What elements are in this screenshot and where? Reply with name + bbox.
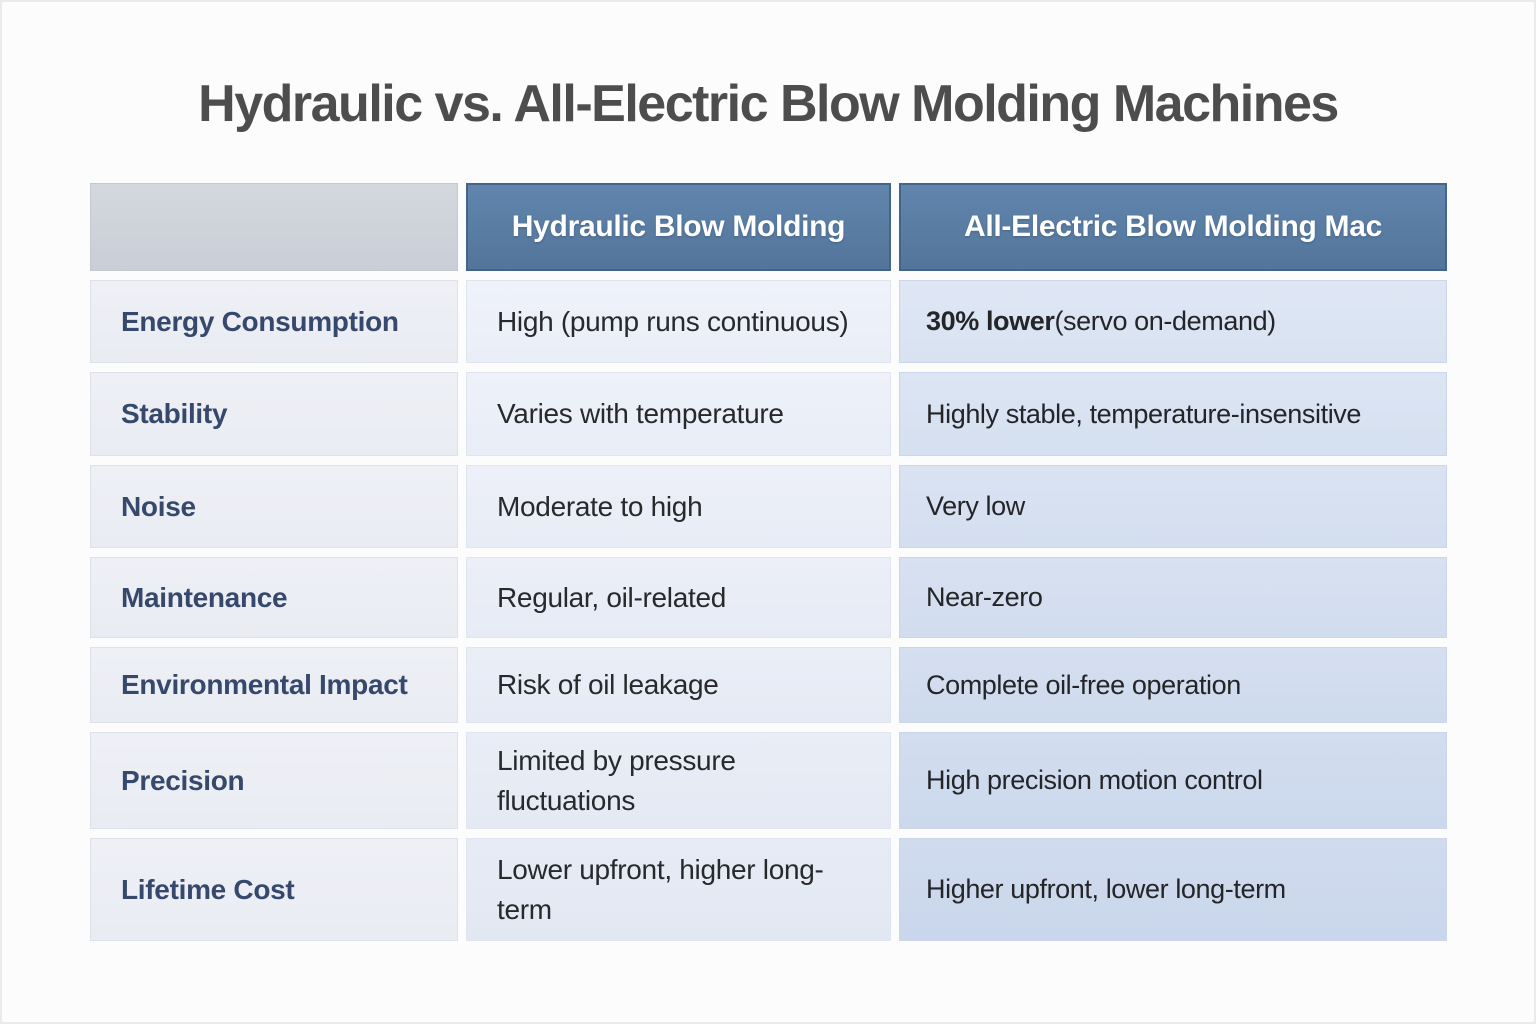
hydraulic-value-cell: Moderate to high (466, 465, 891, 548)
column-header-all-electric: All-Electric Blow Molding Mac (899, 183, 1447, 271)
row-label-cell: Energy Consumption (90, 280, 458, 363)
hydraulic-value-cell: Varies with temperature (466, 372, 891, 456)
electric-value-cell: Complete oil-free operation (899, 647, 1447, 723)
electric-value-cell: Very low (899, 465, 1447, 548)
electric-value-cell: Near-zero (899, 557, 1447, 638)
row-label-cell: Lifetime Cost (90, 838, 458, 941)
hydraulic-value-cell: Lower upfront, higher long-term (466, 838, 891, 941)
row-label-cell: Environmental Impact (90, 647, 458, 723)
hydraulic-value-cell: High (pump runs continuous) (466, 280, 891, 363)
comparison-table (90, 183, 1447, 941)
electric-value-cell: High precision motion control (899, 732, 1447, 829)
row-label-cell: Noise (90, 465, 458, 548)
row-label-cell: Precision (90, 732, 458, 829)
highlight-text: 30% lower (926, 306, 1055, 336)
column-header-hydraulic: Hydraulic Blow Molding (466, 183, 891, 271)
row-label-cell: Maintenance (90, 557, 458, 638)
electric-value-cell: 30% lower (servo on-demand) (899, 280, 1447, 363)
hydraulic-value-cell: Risk of oil leakage (466, 647, 891, 723)
corner-cell (90, 183, 458, 271)
electric-value-cell: Highly stable, temperature-insensitive (899, 372, 1447, 456)
hydraulic-value-cell: Regular, oil-related (466, 557, 891, 638)
row-label-cell: Stability (90, 372, 458, 456)
page-title: Hydraulic vs. All-Electric Blow Molding Machines (198, 75, 1338, 133)
electric-value-cell: Higher upfront, lower long-term (899, 838, 1447, 941)
hydraulic-value-cell: Limited by pressure fluctuations (466, 732, 891, 829)
